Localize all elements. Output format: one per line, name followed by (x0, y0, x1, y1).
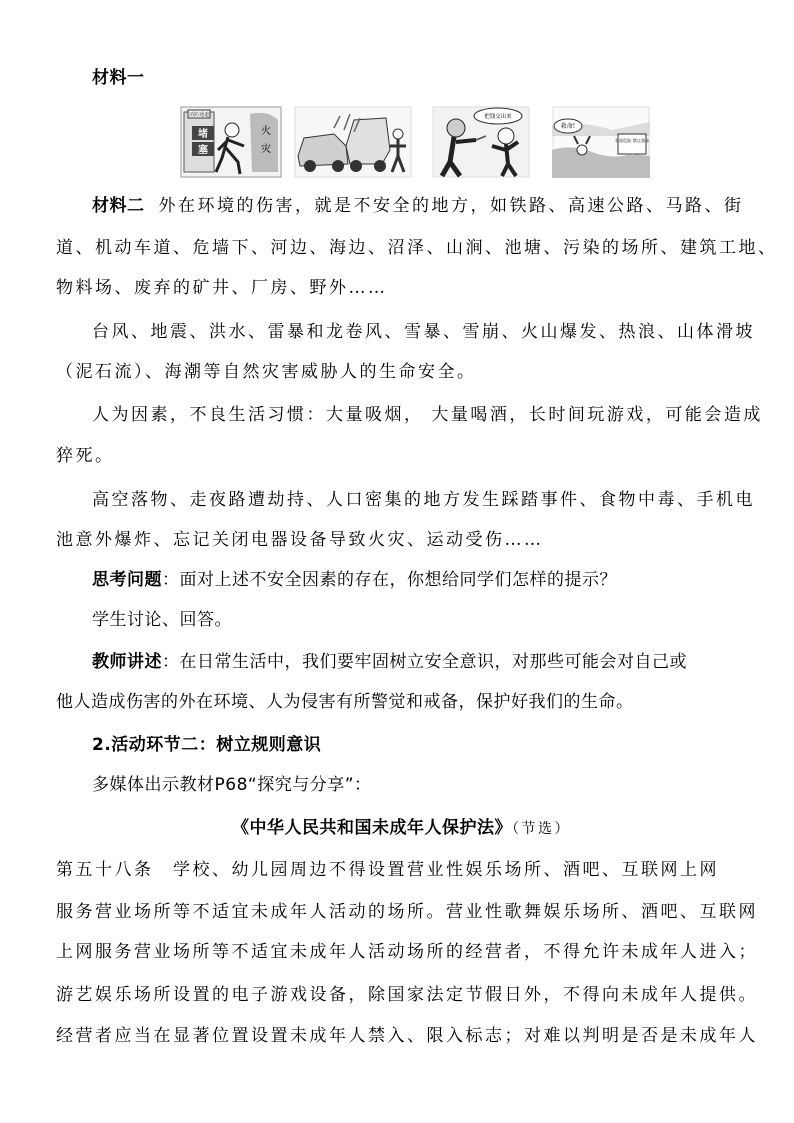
think-label: 思考问题 (92, 570, 162, 590)
students-discuss: 学生讨论、回答。 (92, 610, 232, 630)
law-note: （节选） (512, 821, 571, 837)
fire-word-1: 火 (261, 126, 271, 137)
teacher-text1: ：在日常生活中，我们要牢固树立安全意识，对那些可能会对自己或 (162, 652, 687, 672)
drowning-warning-sign: 水深危险 禁止游泳 (614, 138, 650, 143)
robbery-illustration (432, 106, 530, 178)
activity-title: 2.活动环节二：树立规则意识 (92, 735, 322, 755)
multimedia-text: 多媒体出示教材P68“探究与分享”： (92, 775, 372, 795)
sign-blocked-2: 塞 (198, 145, 208, 156)
teacher-label: 教师讲述 (92, 652, 162, 672)
article-l4: 游艺娱乐场所设置的电子游戏设备，除国家法定节假日外，不得向未成年人提供。 (56, 985, 758, 1005)
law-title-line (232, 818, 571, 839)
sign-blocked-1: 堵 (198, 129, 208, 140)
material2-p1-l3: 物料场、废弃的矿井、厂房、野外…… (56, 278, 388, 298)
teacher-line1 (92, 652, 687, 672)
material2-p3-l1: 人为因素，不良生活习惯：大量吸烟， 大量喝酒，长时间玩游戏，可能会造成 (92, 405, 763, 425)
drowning-speech-bubble: 救命! (560, 123, 576, 130)
material2-p2-l2: （泥石流）、海潮等自然灾害威胁人的生命安全。 (56, 362, 477, 382)
law-title: 《中华人民共和国未成年人保护法》 (232, 818, 512, 838)
fire-word-2: 灾 (261, 144, 271, 155)
article-l1: 第五十八条 学校、幼儿园周边不得设置营业性娱乐场所、酒吧、互联网上网 (56, 860, 719, 880)
material2-line1 (92, 196, 744, 216)
robbery-speech-bubble: 把钱交出来 (484, 114, 512, 120)
article-l3: 上网服务营业场所等不适宜未成年人活动场所的经营者，不得允许未成年人进入； (56, 942, 758, 962)
material2-heading: 材料二 (92, 196, 145, 216)
material2-p2-l1: 台风、地震、洪水、雷暴和龙卷风、雪暴、雪崩、火山爆发、热浪、山体滑坡 (92, 322, 755, 342)
article-l5: 经营者应当在显著位置设置未成年人禁入、限入标志；对难以判明是否是未成年人 (56, 1026, 758, 1046)
fire-blocked-exit-illustration (180, 106, 282, 178)
article-l2: 服务营业场所等不适宜未成年人活动的场所。营业性歌舞娱乐场所、酒吧、互联网 (56, 902, 758, 922)
material2-p4-l2: 池意外爆炸、忘记关闭电器设备导致火灾、运动受伤…… (56, 530, 544, 550)
fire-top-sign: 消防通道 (188, 112, 210, 118)
material2-p1-l1: 外在环境的伤害，就是不安全的地方，如铁路、高速公路、马路、街 (158, 196, 744, 216)
material1-heading: 材料一 (92, 68, 145, 88)
think-text: ：面对上述不安全因素的存在，你想给同学们怎样的提示？ (162, 570, 617, 590)
material2-p4-l1: 高空落物、走夜路遭劫持、人口密集的地方发生踩踏事件、食物中毒、手机电 (92, 490, 755, 510)
teacher-line2: 他人造成伤害的外在环境、人为侵害有所警觉和戒备，保护好我们的生命。 (56, 692, 634, 712)
material2-p3-l2: 猝死。 (56, 446, 115, 466)
illustration-strip (180, 106, 655, 178)
car-accident-illustration (294, 106, 412, 178)
think-question (92, 570, 617, 590)
drowning-illustration (552, 106, 650, 178)
material2-p1-l2: 道、机动车道、危墙下、河边、海边、沼泽、山涧、池塘、污染的场所、建筑工地、 (56, 238, 778, 258)
